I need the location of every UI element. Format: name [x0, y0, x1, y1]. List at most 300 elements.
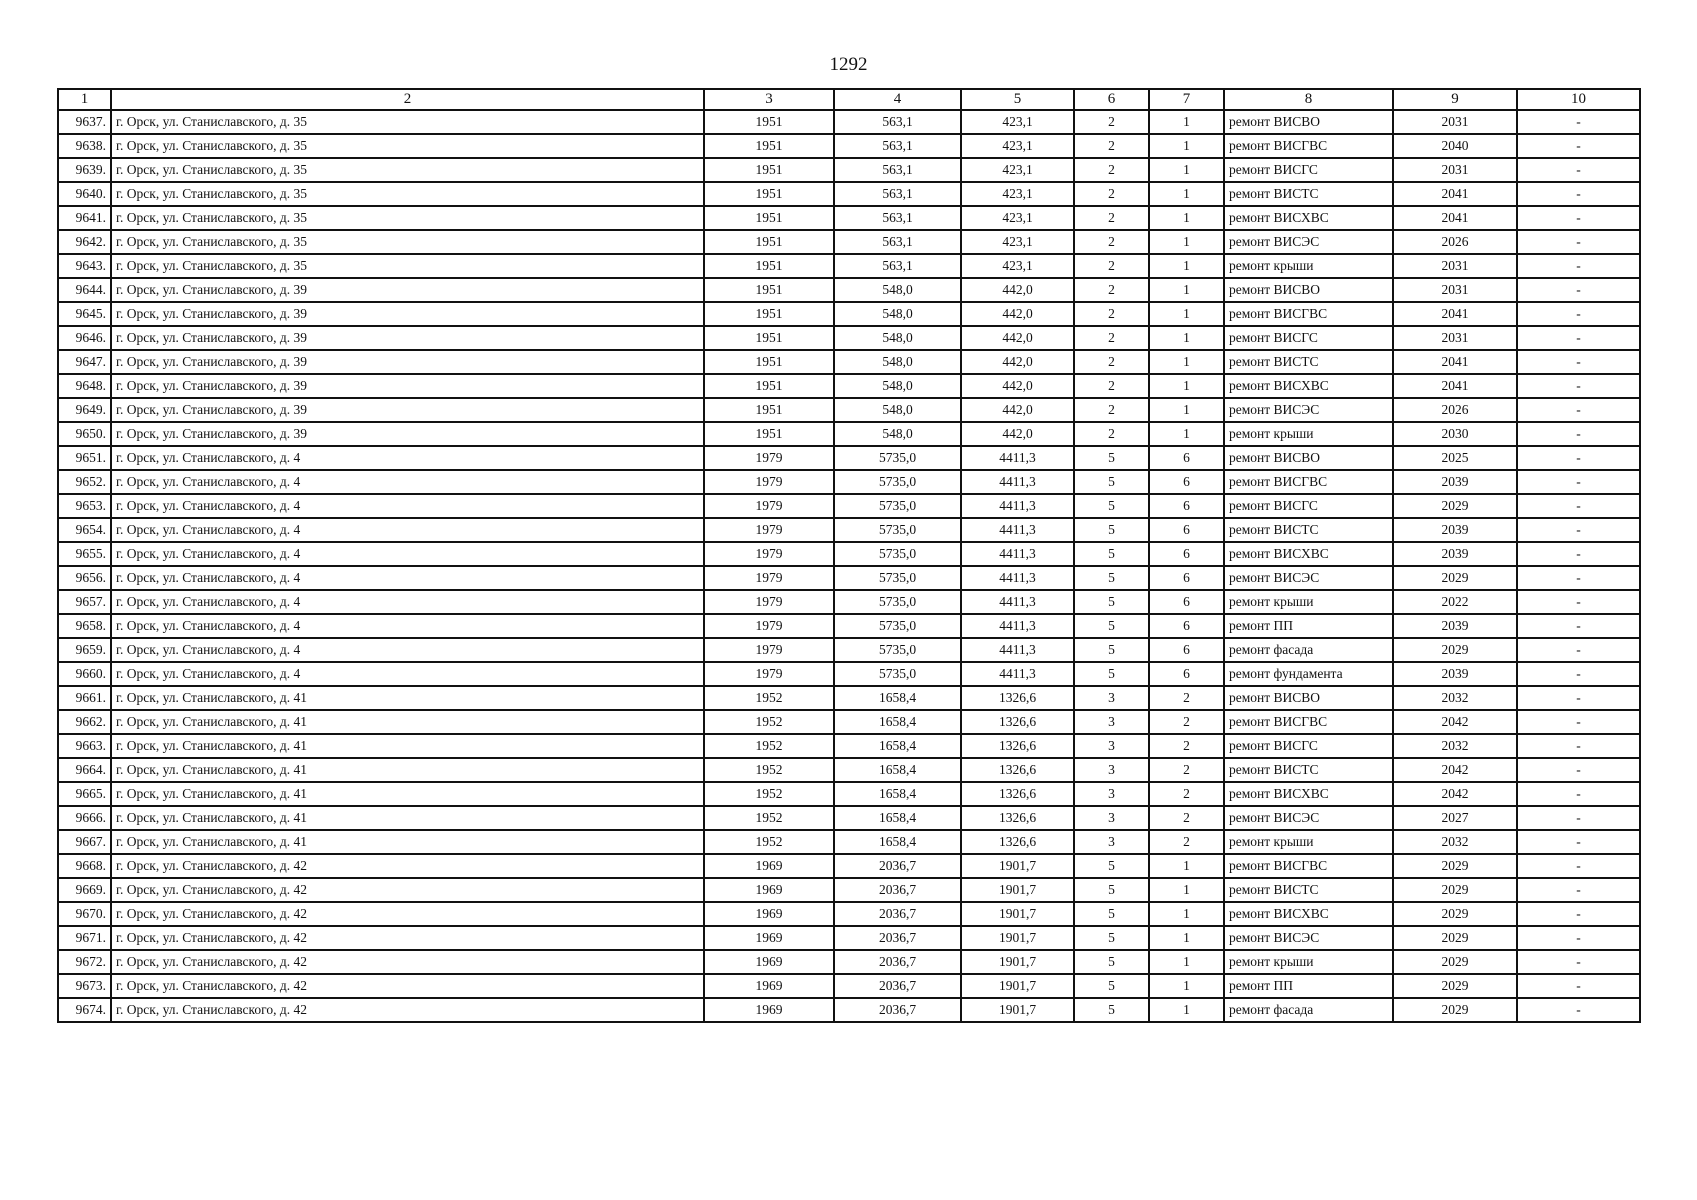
cell-total-area: 5735,0 — [834, 542, 961, 566]
cell-work-type: ремонт фундамента — [1224, 662, 1393, 686]
cell-total-area: 1658,4 — [834, 710, 961, 734]
cell-address: г. Орск, ул. Станиславского, д. 35 — [111, 230, 704, 254]
column-header-4: 4 — [834, 89, 961, 110]
cell-row-number: 9637. — [58, 110, 111, 134]
cell-address: г. Орск, ул. Станиславского, д. 41 — [111, 734, 704, 758]
cell-column-10: - — [1517, 182, 1640, 206]
cell-planned-year: 2039 — [1393, 662, 1517, 686]
cell-address: г. Орск, ул. Станиславского, д. 41 — [111, 710, 704, 734]
cell-column-10: - — [1517, 662, 1640, 686]
cell-living-area: 442,0 — [961, 302, 1074, 326]
table-row — [58, 950, 1640, 974]
cell-total-area: 1658,4 — [834, 734, 961, 758]
cell-floors: 5 — [1074, 878, 1149, 902]
cell-entrances: 1 — [1149, 350, 1224, 374]
table-row — [58, 110, 1640, 134]
table-row — [58, 494, 1640, 518]
cell-row-number: 9672. — [58, 950, 111, 974]
cell-total-area: 5735,0 — [834, 470, 961, 494]
cell-address: г. Орск, ул. Станиславского, д. 42 — [111, 998, 704, 1022]
cell-column-10: - — [1517, 134, 1640, 158]
table-row — [58, 302, 1640, 326]
cell-floors: 2 — [1074, 182, 1149, 206]
cell-row-number: 9671. — [58, 926, 111, 950]
cell-column-10: - — [1517, 686, 1640, 710]
cell-row-number: 9674. — [58, 998, 111, 1022]
cell-floors: 5 — [1074, 998, 1149, 1022]
cell-row-number: 9644. — [58, 278, 111, 302]
cell-entrances: 6 — [1149, 542, 1224, 566]
cell-year-built: 1969 — [704, 878, 834, 902]
table-row — [58, 470, 1640, 494]
table-row — [58, 998, 1640, 1022]
cell-planned-year: 2032 — [1393, 830, 1517, 854]
cell-column-10: - — [1517, 470, 1640, 494]
cell-floors: 3 — [1074, 734, 1149, 758]
cell-floors: 2 — [1074, 110, 1149, 134]
cell-address: г. Орск, ул. Станиславского, д. 4 — [111, 638, 704, 662]
cell-total-area: 5735,0 — [834, 614, 961, 638]
cell-row-number: 9668. — [58, 854, 111, 878]
table-row — [58, 542, 1640, 566]
cell-living-area: 423,1 — [961, 230, 1074, 254]
cell-floors: 2 — [1074, 278, 1149, 302]
cell-column-10: - — [1517, 758, 1640, 782]
cell-year-built: 1952 — [704, 782, 834, 806]
cell-row-number: 9648. — [58, 374, 111, 398]
cell-work-type: ремонт ВИСХВС — [1224, 782, 1393, 806]
cell-row-number: 9657. — [58, 590, 111, 614]
cell-work-type: ремонт ПП — [1224, 974, 1393, 998]
cell-total-area: 2036,7 — [834, 950, 961, 974]
cell-column-10: - — [1517, 254, 1640, 278]
cell-address: г. Орск, ул. Станиславского, д. 4 — [111, 494, 704, 518]
table-row — [58, 158, 1640, 182]
cell-entrances: 6 — [1149, 446, 1224, 470]
cell-living-area: 1901,7 — [961, 950, 1074, 974]
cell-planned-year: 2042 — [1393, 758, 1517, 782]
cell-year-built: 1951 — [704, 398, 834, 422]
cell-year-built: 1979 — [704, 590, 834, 614]
cell-planned-year: 2041 — [1393, 302, 1517, 326]
cell-row-number: 9638. — [58, 134, 111, 158]
cell-entrances: 2 — [1149, 686, 1224, 710]
cell-total-area: 2036,7 — [834, 926, 961, 950]
cell-floors: 5 — [1074, 566, 1149, 590]
cell-row-number: 9662. — [58, 710, 111, 734]
cell-living-area: 1901,7 — [961, 854, 1074, 878]
cell-work-type: ремонт ВИСГВС — [1224, 710, 1393, 734]
cell-entrances: 1 — [1149, 326, 1224, 350]
table-row — [58, 230, 1640, 254]
cell-address: г. Орск, ул. Станиславского, д. 41 — [111, 806, 704, 830]
cell-planned-year: 2041 — [1393, 182, 1517, 206]
cell-floors: 3 — [1074, 830, 1149, 854]
cell-entrances: 6 — [1149, 518, 1224, 542]
cell-column-10: - — [1517, 494, 1640, 518]
cell-column-10: - — [1517, 518, 1640, 542]
cell-year-built: 1951 — [704, 158, 834, 182]
cell-planned-year: 2031 — [1393, 278, 1517, 302]
cell-work-type: ремонт ВИСХВС — [1224, 902, 1393, 926]
cell-row-number: 9667. — [58, 830, 111, 854]
cell-entrances: 2 — [1149, 830, 1224, 854]
cell-year-built: 1979 — [704, 542, 834, 566]
cell-floors: 2 — [1074, 374, 1149, 398]
cell-column-10: - — [1517, 950, 1640, 974]
cell-address: г. Орск, ул. Станиславского, д. 41 — [111, 782, 704, 806]
cell-work-type: ремонт крыши — [1224, 830, 1393, 854]
cell-total-area: 563,1 — [834, 134, 961, 158]
table-header-row — [58, 89, 1640, 110]
cell-row-number: 9653. — [58, 494, 111, 518]
cell-address: г. Орск, ул. Станиславского, д. 41 — [111, 758, 704, 782]
cell-row-number: 9669. — [58, 878, 111, 902]
cell-living-area: 442,0 — [961, 326, 1074, 350]
cell-planned-year: 2032 — [1393, 686, 1517, 710]
cell-row-number: 9652. — [58, 470, 111, 494]
cell-row-number: 9665. — [58, 782, 111, 806]
cell-total-area: 563,1 — [834, 158, 961, 182]
cell-entrances: 1 — [1149, 182, 1224, 206]
cell-planned-year: 2029 — [1393, 926, 1517, 950]
cell-row-number: 9650. — [58, 422, 111, 446]
table-row — [58, 398, 1640, 422]
column-header-1: 1 — [58, 89, 111, 110]
cell-planned-year: 2031 — [1393, 326, 1517, 350]
cell-living-area: 442,0 — [961, 374, 1074, 398]
cell-floors: 5 — [1074, 494, 1149, 518]
cell-entrances: 1 — [1149, 206, 1224, 230]
cell-work-type: ремонт ВИСЭС — [1224, 926, 1393, 950]
cell-work-type: ремонт ВИСХВС — [1224, 374, 1393, 398]
cell-planned-year: 2032 — [1393, 734, 1517, 758]
cell-row-number: 9654. — [58, 518, 111, 542]
cell-row-number: 9647. — [58, 350, 111, 374]
cell-living-area: 1326,6 — [961, 758, 1074, 782]
cell-column-10: - — [1517, 806, 1640, 830]
cell-year-built: 1979 — [704, 614, 834, 638]
cell-planned-year: 2029 — [1393, 950, 1517, 974]
cell-total-area: 2036,7 — [834, 998, 961, 1022]
cell-floors: 3 — [1074, 686, 1149, 710]
cell-row-number: 9641. — [58, 206, 111, 230]
cell-work-type: ремонт крыши — [1224, 254, 1393, 278]
cell-address: г. Орск, ул. Станиславского, д. 39 — [111, 398, 704, 422]
cell-living-area: 423,1 — [961, 182, 1074, 206]
cell-year-built: 1952 — [704, 830, 834, 854]
cell-living-area: 1901,7 — [961, 974, 1074, 998]
column-header-10: 10 — [1517, 89, 1640, 110]
table-row — [58, 422, 1640, 446]
cell-column-10: - — [1517, 446, 1640, 470]
cell-work-type: ремонт крыши — [1224, 590, 1393, 614]
page-number: 1292 — [829, 54, 868, 75]
cell-living-area: 1326,6 — [961, 782, 1074, 806]
cell-entrances: 2 — [1149, 734, 1224, 758]
cell-planned-year: 2039 — [1393, 614, 1517, 638]
cell-living-area: 4411,3 — [961, 518, 1074, 542]
cell-year-built: 1979 — [704, 470, 834, 494]
cell-address: г. Орск, ул. Станиславского, д. 41 — [111, 830, 704, 854]
cell-total-area: 5735,0 — [834, 566, 961, 590]
table-row — [58, 638, 1640, 662]
cell-total-area: 5735,0 — [834, 662, 961, 686]
cell-address: г. Орск, ул. Станиславского, д. 42 — [111, 974, 704, 998]
cell-living-area: 442,0 — [961, 278, 1074, 302]
cell-column-10: - — [1517, 302, 1640, 326]
table-row — [58, 254, 1640, 278]
cell-address: г. Орск, ул. Станиславского, д. 42 — [111, 854, 704, 878]
cell-total-area: 563,1 — [834, 230, 961, 254]
cell-column-10: - — [1517, 326, 1640, 350]
cell-floors: 5 — [1074, 926, 1149, 950]
cell-entrances: 1 — [1149, 854, 1224, 878]
cell-address: г. Орск, ул. Станиславского, д. 35 — [111, 206, 704, 230]
cell-row-number: 9643. — [58, 254, 111, 278]
cell-address: г. Орск, ул. Станиславского, д. 4 — [111, 614, 704, 638]
cell-living-area: 1326,6 — [961, 734, 1074, 758]
cell-row-number: 9664. — [58, 758, 111, 782]
cell-entrances: 6 — [1149, 662, 1224, 686]
cell-floors: 2 — [1074, 398, 1149, 422]
cell-year-built: 1951 — [704, 206, 834, 230]
cell-year-built: 1951 — [704, 110, 834, 134]
cell-floors: 5 — [1074, 854, 1149, 878]
cell-year-built: 1951 — [704, 422, 834, 446]
cell-address: г. Орск, ул. Станиславского, д. 35 — [111, 158, 704, 182]
cell-living-area: 1901,7 — [961, 926, 1074, 950]
cell-planned-year: 2039 — [1393, 542, 1517, 566]
cell-planned-year: 2029 — [1393, 878, 1517, 902]
column-header-6: 6 — [1074, 89, 1149, 110]
cell-year-built: 1952 — [704, 806, 834, 830]
cell-entrances: 1 — [1149, 878, 1224, 902]
cell-living-area: 1901,7 — [961, 998, 1074, 1022]
cell-floors: 3 — [1074, 758, 1149, 782]
cell-year-built: 1979 — [704, 494, 834, 518]
cell-column-10: - — [1517, 110, 1640, 134]
cell-floors: 2 — [1074, 302, 1149, 326]
cell-year-built: 1951 — [704, 254, 834, 278]
cell-address: г. Орск, ул. Станиславского, д. 35 — [111, 134, 704, 158]
cell-living-area: 442,0 — [961, 350, 1074, 374]
cell-year-built: 1979 — [704, 566, 834, 590]
cell-address: г. Орск, ул. Станиславского, д. 4 — [111, 518, 704, 542]
cell-address: г. Орск, ул. Станиславского, д. 39 — [111, 374, 704, 398]
cell-row-number: 9655. — [58, 542, 111, 566]
cell-column-10: - — [1517, 230, 1640, 254]
cell-living-area: 4411,3 — [961, 638, 1074, 662]
cell-entrances: 1 — [1149, 230, 1224, 254]
cell-column-10: - — [1517, 614, 1640, 638]
column-header-2: 2 — [111, 89, 704, 110]
cell-row-number: 9658. — [58, 614, 111, 638]
table-row — [58, 782, 1640, 806]
cell-year-built: 1952 — [704, 686, 834, 710]
cell-entrances: 1 — [1149, 158, 1224, 182]
cell-living-area: 1901,7 — [961, 902, 1074, 926]
table-row — [58, 734, 1640, 758]
cell-year-built: 1969 — [704, 926, 834, 950]
cell-total-area: 548,0 — [834, 350, 961, 374]
cell-floors: 2 — [1074, 206, 1149, 230]
cell-living-area: 1326,6 — [961, 806, 1074, 830]
cell-address: г. Орск, ул. Станиславского, д. 42 — [111, 926, 704, 950]
cell-row-number: 9646. — [58, 326, 111, 350]
cell-row-number: 9642. — [58, 230, 111, 254]
cell-floors: 5 — [1074, 542, 1149, 566]
cell-planned-year: 2031 — [1393, 110, 1517, 134]
cell-work-type: ремонт ВИСГС — [1224, 734, 1393, 758]
cell-total-area: 2036,7 — [834, 854, 961, 878]
cell-living-area: 442,0 — [961, 422, 1074, 446]
cell-work-type: ремонт ВИСГС — [1224, 326, 1393, 350]
column-header-5: 5 — [961, 89, 1074, 110]
cell-living-area: 4411,3 — [961, 494, 1074, 518]
cell-planned-year: 2040 — [1393, 134, 1517, 158]
cell-total-area: 548,0 — [834, 374, 961, 398]
cell-total-area: 548,0 — [834, 302, 961, 326]
cell-floors: 5 — [1074, 974, 1149, 998]
cell-year-built: 1952 — [704, 710, 834, 734]
cell-year-built: 1979 — [704, 446, 834, 470]
cell-work-type: ремонт фасада — [1224, 638, 1393, 662]
cell-floors: 2 — [1074, 326, 1149, 350]
cell-year-built: 1969 — [704, 902, 834, 926]
cell-planned-year: 2030 — [1393, 422, 1517, 446]
table-row — [58, 854, 1640, 878]
table-row — [58, 518, 1640, 542]
cell-planned-year: 2029 — [1393, 974, 1517, 998]
cell-column-10: - — [1517, 974, 1640, 998]
cell-column-10: - — [1517, 158, 1640, 182]
cell-year-built: 1951 — [704, 326, 834, 350]
cell-entrances: 1 — [1149, 398, 1224, 422]
cell-planned-year: 2029 — [1393, 494, 1517, 518]
cell-planned-year: 2025 — [1393, 446, 1517, 470]
table-row — [58, 614, 1640, 638]
cell-work-type: ремонт ВИСВО — [1224, 110, 1393, 134]
cell-address: г. Орск, ул. Станиславского, д. 42 — [111, 950, 704, 974]
cell-address: г. Орск, ул. Станиславского, д. 4 — [111, 470, 704, 494]
cell-living-area: 4411,3 — [961, 614, 1074, 638]
cell-year-built: 1951 — [704, 350, 834, 374]
repair-schedule-table — [57, 88, 1641, 1023]
cell-planned-year: 2029 — [1393, 998, 1517, 1022]
cell-column-10: - — [1517, 590, 1640, 614]
cell-living-area: 423,1 — [961, 134, 1074, 158]
cell-living-area: 4411,3 — [961, 446, 1074, 470]
cell-total-area: 1658,4 — [834, 686, 961, 710]
cell-total-area: 5735,0 — [834, 590, 961, 614]
cell-entrances: 1 — [1149, 902, 1224, 926]
cell-planned-year: 2042 — [1393, 710, 1517, 734]
cell-column-10: - — [1517, 206, 1640, 230]
cell-row-number: 9670. — [58, 902, 111, 926]
cell-column-10: - — [1517, 350, 1640, 374]
cell-total-area: 2036,7 — [834, 974, 961, 998]
cell-address: г. Орск, ул. Станиславского, д. 4 — [111, 662, 704, 686]
cell-planned-year: 2041 — [1393, 374, 1517, 398]
cell-entrances: 1 — [1149, 302, 1224, 326]
cell-entrances: 2 — [1149, 782, 1224, 806]
cell-work-type: ремонт ВИСГВС — [1224, 470, 1393, 494]
cell-living-area: 423,1 — [961, 110, 1074, 134]
cell-floors: 2 — [1074, 230, 1149, 254]
cell-entrances: 6 — [1149, 614, 1224, 638]
cell-work-type: ремонт ВИСТС — [1224, 878, 1393, 902]
cell-work-type: ремонт ВИСЭС — [1224, 398, 1393, 422]
cell-planned-year: 2031 — [1393, 254, 1517, 278]
cell-work-type: ремонт ВИСГВС — [1224, 134, 1393, 158]
cell-planned-year: 2041 — [1393, 206, 1517, 230]
cell-work-type: ремонт ВИСЭС — [1224, 230, 1393, 254]
cell-column-10: - — [1517, 566, 1640, 590]
cell-work-type: ремонт ВИСТС — [1224, 518, 1393, 542]
cell-floors: 2 — [1074, 158, 1149, 182]
table-row — [58, 182, 1640, 206]
cell-column-10: - — [1517, 926, 1640, 950]
cell-total-area: 1658,4 — [834, 758, 961, 782]
cell-work-type: ремонт крыши — [1224, 422, 1393, 446]
cell-row-number: 9673. — [58, 974, 111, 998]
cell-address: г. Орск, ул. Станиславского, д. 39 — [111, 350, 704, 374]
cell-year-built: 1979 — [704, 662, 834, 686]
cell-address: г. Орск, ул. Станиславского, д. 4 — [111, 566, 704, 590]
cell-year-built: 1979 — [704, 518, 834, 542]
cell-entrances: 1 — [1149, 134, 1224, 158]
table-row — [58, 566, 1640, 590]
cell-year-built: 1969 — [704, 950, 834, 974]
cell-entrances: 1 — [1149, 950, 1224, 974]
cell-total-area: 548,0 — [834, 278, 961, 302]
cell-planned-year: 2027 — [1393, 806, 1517, 830]
cell-floors: 5 — [1074, 662, 1149, 686]
cell-row-number: 9660. — [58, 662, 111, 686]
cell-address: г. Орск, ул. Станиславского, д. 35 — [111, 254, 704, 278]
cell-row-number: 9656. — [58, 566, 111, 590]
table-row — [58, 686, 1640, 710]
table-row — [58, 878, 1640, 902]
cell-floors: 2 — [1074, 254, 1149, 278]
cell-column-10: - — [1517, 542, 1640, 566]
table-row — [58, 830, 1640, 854]
cell-entrances: 6 — [1149, 494, 1224, 518]
cell-row-number: 9649. — [58, 398, 111, 422]
cell-floors: 2 — [1074, 134, 1149, 158]
cell-column-10: - — [1517, 638, 1640, 662]
cell-work-type: ремонт ПП — [1224, 614, 1393, 638]
cell-address: г. Орск, ул. Станиславского, д. 39 — [111, 422, 704, 446]
cell-entrances: 1 — [1149, 278, 1224, 302]
cell-column-10: - — [1517, 374, 1640, 398]
column-header-9: 9 — [1393, 89, 1517, 110]
cell-living-area: 1901,7 — [961, 878, 1074, 902]
table-row — [58, 590, 1640, 614]
cell-work-type: ремонт ВИСГС — [1224, 494, 1393, 518]
cell-entrances: 6 — [1149, 566, 1224, 590]
cell-work-type: ремонт ВИСТС — [1224, 350, 1393, 374]
cell-living-area: 1326,6 — [961, 830, 1074, 854]
cell-address: г. Орск, ул. Станиславского, д. 4 — [111, 542, 704, 566]
cell-work-type: ремонт ВИСВО — [1224, 446, 1393, 470]
cell-total-area: 1658,4 — [834, 830, 961, 854]
cell-column-10: - — [1517, 878, 1640, 902]
cell-column-10: - — [1517, 710, 1640, 734]
cell-entrances: 1 — [1149, 110, 1224, 134]
cell-work-type: ремонт ВИСВО — [1224, 686, 1393, 710]
